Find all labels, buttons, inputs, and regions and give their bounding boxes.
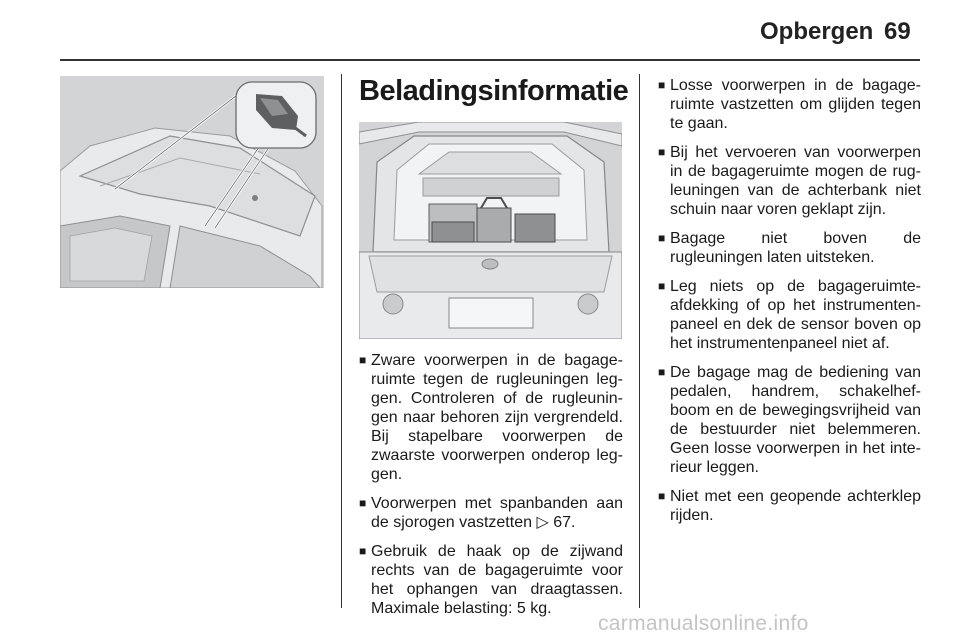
list-item: ■ Voorwerpen met spanbanden aan de sjorogen vastzetten ▷ 67. — [359, 495, 623, 531]
bullet-square-icon: ■ — [658, 145, 666, 159]
column-divider-1 — [341, 74, 342, 608]
list-item: ■ Zware voorwerpen in de bagage-ruimte tegen de rugleuningen leg-gen. Controleren of de rugleunin-gen naar behoren zijn vergrendeld. Bij stapelbare voorwerpen de zwaarste voorwerpen onderop leg-gen. — [359, 352, 623, 483]
list-item: ■ Bij het vervoeren van voorwerpen in de bagageruimte mogen de rug-leuningen van de achterbank niet schuin naar voren geklapt zijn. — [658, 144, 921, 218]
list-item: ■ Gebruik de haak op de zijwand rechts van de bagageruimte voor het ophangen van draagtassen. Maximale belasting: 5 kg. — [359, 543, 623, 617]
page-header-title: Opbergen — [760, 18, 874, 45]
bullet-square-icon: ■ — [359, 544, 367, 558]
list-item: ■ Leg niets op de bagageruimte-afdekking of op het instrumenten-paneel en dek de sensor boven op het instrumentenpaneel niet af. — [658, 278, 921, 352]
middle-column-text — [359, 351, 623, 628]
page-number: 69 — [884, 18, 911, 45]
bullet-square-icon: ■ — [658, 489, 666, 503]
footer-watermark[interactable]: carmanualsonline.info — [598, 612, 809, 635]
luggage-compartment-drawing — [359, 122, 622, 339]
header-divider — [60, 59, 920, 61]
right-column-text — [658, 76, 921, 535]
section-title: Beladingsinformatie — [359, 75, 629, 107]
bullet-square-icon: ■ — [658, 279, 666, 293]
roof-rails-illustration — [60, 76, 324, 288]
list-item: ■ Losse voorwerpen in de bagage-ruimte vastzetten om glijden tegen te gaan. — [658, 77, 921, 132]
bullet-square-icon: ■ — [359, 353, 367, 367]
column-divider-2 — [639, 74, 640, 608]
list-item: ■ Niet met een geopende achterklep rijden. — [658, 488, 921, 524]
bullet-square-icon: ■ — [658, 365, 666, 379]
list-item: ■ De bagage mag de bediening van pedalen, handrem, schakelhef-boom en de bewegingsvrijheid van de bestuurder niet belemmeren. Geen losse voorwerpen in het inte-rieur leggen. — [658, 364, 921, 476]
luggage-compartment-illustration — [359, 122, 622, 339]
bullet-square-icon: ■ — [658, 231, 666, 245]
bullet-square-icon: ■ — [359, 496, 367, 510]
bullet-square-icon: ■ — [658, 78, 666, 92]
list-item: ■ Bagage niet boven de rugleuningen laten uitsteken. — [658, 230, 921, 266]
roof-rails-drawing — [60, 76, 324, 288]
